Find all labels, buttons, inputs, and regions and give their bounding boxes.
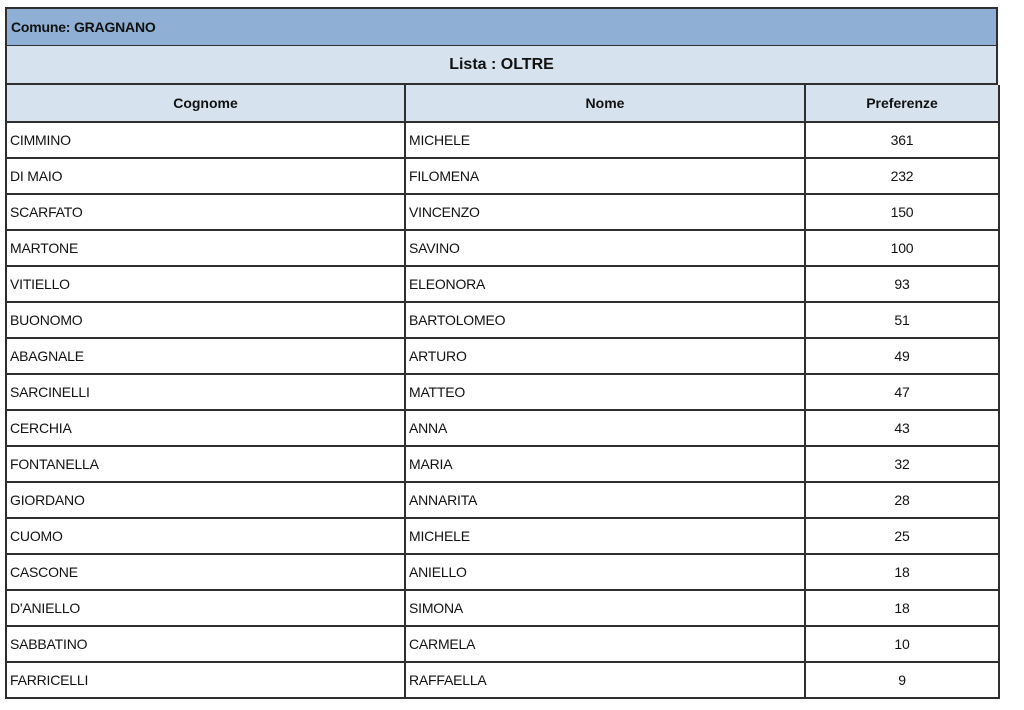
table-row <box>6 590 999 626</box>
cell-nome: FILOMENA <box>405 158 805 194</box>
cell-nome: ANIELLO <box>405 554 805 590</box>
cell-preferenze: 32 <box>805 446 999 482</box>
cell-nome: ELEONORA <box>405 266 805 302</box>
cell-nome: MICHELE <box>405 518 805 554</box>
cell-cognome: ABAGNALE <box>6 338 405 374</box>
comune-title: Comune: GRAGNANO <box>5 7 998 46</box>
cell-cognome: FONTANELLA <box>6 446 405 482</box>
cell-cognome: FARRICELLI <box>6 662 405 698</box>
table-row <box>6 662 999 698</box>
cell-cognome: SCARFATO <box>6 194 405 230</box>
cell-nome: BARTOLOMEO <box>405 302 805 338</box>
table-row <box>6 194 999 230</box>
cell-nome: MARIA <box>405 446 805 482</box>
cell-preferenze: 232 <box>805 158 999 194</box>
cell-cognome: CIMMINO <box>6 122 405 158</box>
column-header-preferenze: Preferenze <box>805 85 999 122</box>
cell-cognome: CERCHIA <box>6 410 405 446</box>
cell-preferenze: 18 <box>805 590 999 626</box>
cell-preferenze: 150 <box>805 194 999 230</box>
cell-cognome: BUONOMO <box>6 302 405 338</box>
table-row <box>6 374 999 410</box>
table-body <box>6 122 999 698</box>
cell-nome: ANNARITA <box>405 482 805 518</box>
table-row <box>6 338 999 374</box>
cell-nome: ANNA <box>405 410 805 446</box>
table-row <box>6 230 999 266</box>
cell-cognome: D'ANIELLO <box>6 590 405 626</box>
table-header <box>6 85 999 122</box>
column-header-nome: Nome <box>405 85 805 122</box>
cell-nome: VINCENZO <box>405 194 805 230</box>
cell-nome: ARTURO <box>405 338 805 374</box>
cell-nome: MICHELE <box>405 122 805 158</box>
cell-preferenze: 49 <box>805 338 999 374</box>
header-row <box>6 85 999 122</box>
table-row <box>6 482 999 518</box>
table-row <box>6 626 999 662</box>
cell-preferenze: 25 <box>805 518 999 554</box>
cell-cognome: MARTONE <box>6 230 405 266</box>
cell-cognome: SARCINELLI <box>6 374 405 410</box>
cell-cognome: CASCONE <box>6 554 405 590</box>
cell-preferenze: 10 <box>805 626 999 662</box>
cell-preferenze: 43 <box>805 410 999 446</box>
lista-title: Lista : OLTRE <box>5 46 998 85</box>
column-header-cognome: Cognome <box>6 85 405 122</box>
cell-nome: SIMONA <box>405 590 805 626</box>
cell-preferenze: 47 <box>805 374 999 410</box>
table-row <box>6 410 999 446</box>
cell-cognome: VITIELLO <box>6 266 405 302</box>
table-row <box>6 266 999 302</box>
cell-cognome: CUOMO <box>6 518 405 554</box>
cell-cognome: SABBATINO <box>6 626 405 662</box>
cell-nome: SAVINO <box>405 230 805 266</box>
candidates-table <box>5 85 1000 699</box>
cell-cognome: DI MAIO <box>6 158 405 194</box>
cell-preferenze: 18 <box>805 554 999 590</box>
table-row <box>6 446 999 482</box>
cell-cognome: GIORDANO <box>6 482 405 518</box>
table-row <box>6 122 999 158</box>
cell-preferenze: 9 <box>805 662 999 698</box>
cell-nome: MATTEO <box>405 374 805 410</box>
table-row <box>6 554 999 590</box>
cell-preferenze: 93 <box>805 266 999 302</box>
table-row <box>6 518 999 554</box>
table-row <box>6 302 999 338</box>
cell-preferenze: 28 <box>805 482 999 518</box>
cell-preferenze: 361 <box>805 122 999 158</box>
cell-preferenze: 51 <box>805 302 999 338</box>
cell-nome: CARMELA <box>405 626 805 662</box>
cell-nome: RAFFAELLA <box>405 662 805 698</box>
results-sheet <box>5 7 998 699</box>
cell-preferenze: 100 <box>805 230 999 266</box>
table-row <box>6 158 999 194</box>
